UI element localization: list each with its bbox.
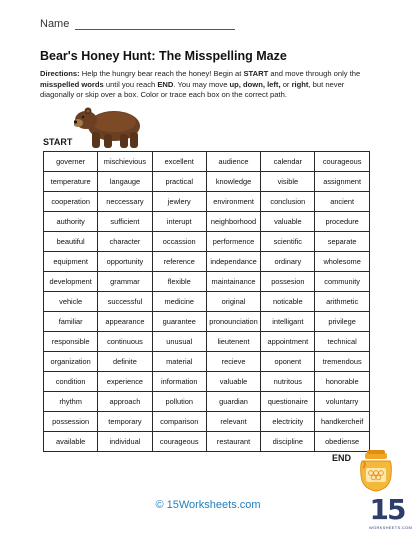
maze-cell[interactable]: ancient: [315, 192, 369, 212]
end-label: END: [332, 453, 352, 463]
maze-cell[interactable]: comparison: [152, 412, 206, 432]
maze-cell[interactable]: questionaire: [261, 392, 315, 412]
directions-part: , but never diagonally or skip over a box. Color or trace each box on the correct path.: [40, 79, 345, 100]
maze-cell[interactable]: medicine: [152, 292, 206, 312]
maze-cell[interactable]: oponent: [261, 352, 315, 372]
name-label: Name: [40, 18, 70, 30]
maze-cell[interactable]: guardian: [206, 392, 260, 412]
directions-label: Directions:: [40, 69, 80, 78]
maze-cell[interactable]: noticable: [261, 292, 315, 312]
maze-row: [44, 272, 370, 292]
maze-cell[interactable]: calendar: [261, 152, 315, 172]
maze-row: [44, 152, 370, 172]
maze-cell[interactable]: recieve: [206, 352, 260, 372]
maze-cell[interactable]: material: [152, 352, 206, 372]
maze-cell[interactable]: responsible: [44, 332, 98, 352]
maze-cell[interactable]: handkercheif: [315, 412, 369, 432]
maze-cell[interactable]: scientific: [261, 232, 315, 252]
maze-cell[interactable]: independance: [206, 252, 260, 272]
logo-subtext: WORKSHEETS.COM: [369, 525, 413, 530]
maze-cell[interactable]: wholesome: [315, 252, 369, 272]
maze-row: [44, 232, 370, 252]
maze-cell[interactable]: knowledge: [206, 172, 260, 192]
maze-cell[interactable]: opportunity: [98, 252, 152, 272]
maze-cell[interactable]: audience: [206, 152, 260, 172]
worksheet-title: Bear's Honey Hunt: The Misspelling Maze: [40, 49, 287, 63]
directions-moves: up, down, left,: [229, 79, 281, 89]
start-label: START: [43, 137, 73, 147]
maze-row: [44, 372, 370, 392]
maze-cell[interactable]: occassion: [152, 232, 206, 252]
maze-cell[interactable]: original: [206, 292, 260, 312]
maze-row: [44, 332, 370, 352]
maze-cell[interactable]: definite: [98, 352, 152, 372]
honey-jar-icon: [356, 449, 396, 493]
maze-row: [44, 192, 370, 212]
directions-part: and move through only the: [268, 69, 361, 78]
maze-cell[interactable]: rhythm: [44, 392, 98, 412]
maze-row: [44, 432, 370, 452]
maze-cell[interactable]: temporary: [98, 412, 152, 432]
maze-cell[interactable]: voluntarry: [315, 392, 369, 412]
maze-cell[interactable]: mischievious: [98, 152, 152, 172]
maze-cell[interactable]: arithmetic: [315, 292, 369, 312]
maze-cell[interactable]: character: [98, 232, 152, 252]
maze-cell[interactable]: neighborhood: [206, 212, 260, 232]
maze-cell[interactable]: performence: [206, 232, 260, 252]
maze-cell[interactable]: condition: [44, 372, 98, 392]
maze-cell[interactable]: governer: [44, 152, 98, 172]
maze-cell[interactable]: information: [152, 372, 206, 392]
maze-cell[interactable]: obediense: [315, 432, 369, 452]
misspelling-maze: [43, 151, 370, 452]
maze-cell[interactable]: reference: [152, 252, 206, 272]
maze-cell[interactable]: excellent: [152, 152, 206, 172]
maze-cell[interactable]: visible: [261, 172, 315, 192]
maze-cell[interactable]: appointment: [261, 332, 315, 352]
maze-row: [44, 352, 370, 372]
maze-cell[interactable]: environment: [206, 192, 260, 212]
maze-cell[interactable]: available: [44, 432, 98, 452]
directions-end-word: END: [157, 79, 174, 89]
maze-cell[interactable]: individual: [98, 432, 152, 452]
maze-cell[interactable]: development: [44, 272, 98, 292]
maze-cell[interactable]: valuable: [206, 372, 260, 392]
maze-cell[interactable]: approach: [98, 392, 152, 412]
maze-cell[interactable]: sufficient: [98, 212, 152, 232]
maze-cell[interactable]: equipment: [44, 252, 98, 272]
maze-cell[interactable]: practical: [152, 172, 206, 192]
logo-number: 15: [369, 493, 405, 526]
maze-row: [44, 412, 370, 432]
maze-row: [44, 392, 370, 412]
maze-cell[interactable]: nutritous: [261, 372, 315, 392]
maze-row: [44, 292, 370, 312]
maze-cell[interactable]: pronounciation: [206, 312, 260, 332]
maze-cell[interactable]: appearance: [98, 312, 152, 332]
maze-cell[interactable]: conclusion: [261, 192, 315, 212]
bear-illustration: [74, 98, 150, 150]
maze-cell[interactable]: tremendous: [315, 352, 369, 372]
maze-cell[interactable]: electricity: [261, 412, 315, 432]
maze-cell[interactable]: community: [315, 272, 369, 292]
maze-cell[interactable]: organization: [44, 352, 98, 372]
maze-cell[interactable]: assignment: [315, 172, 369, 192]
directions-misspelled-word: misspelled words: [40, 79, 104, 89]
directions-part: . You may move: [173, 79, 230, 89]
maze-cell[interactable]: successful: [98, 292, 152, 312]
maze-cell[interactable]: langauge: [98, 172, 152, 192]
maze-cell[interactable]: lieutenent: [206, 332, 260, 352]
directions-right-word: right: [291, 79, 309, 89]
maze-cell[interactable]: honorable: [315, 372, 369, 392]
maze-cell[interactable]: valuable: [261, 212, 315, 232]
maze-cell[interactable]: intelligant: [261, 312, 315, 332]
maze-cell[interactable]: familiar: [44, 312, 98, 332]
name-blank-line[interactable]: [75, 20, 235, 30]
maze-cell[interactable]: relevant: [206, 412, 260, 432]
maze-row: [44, 212, 370, 232]
maze-cell[interactable]: cooperation: [44, 192, 98, 212]
maze-row: [44, 252, 370, 272]
directions-start-word: START: [243, 69, 269, 78]
maze-cell[interactable]: technical: [315, 332, 369, 352]
maze-cell[interactable]: neccessary: [98, 192, 152, 212]
maze-cell[interactable]: temperature: [44, 172, 98, 192]
maze-cell[interactable]: courageous: [315, 152, 369, 172]
maze-cell[interactable]: ordinary: [261, 252, 315, 272]
directions-part: Help the hungry bear reach the honey! Begin at: [79, 69, 244, 78]
maze-cell[interactable]: jewlery: [152, 192, 206, 212]
maze-cell[interactable]: flexible: [152, 272, 206, 292]
maze-cell[interactable]: discipline: [261, 432, 315, 452]
maze-cell[interactable]: continuous: [98, 332, 152, 352]
directions-part: or: [280, 79, 292, 89]
directions-part: until you reach: [103, 79, 158, 89]
maze-cell[interactable]: maintainance: [206, 272, 260, 292]
maze-cell[interactable]: authority: [44, 212, 98, 232]
maze-cell[interactable]: grammar: [98, 272, 152, 292]
worksheets-logo: [369, 491, 413, 535]
maze-cell[interactable]: restaurant: [206, 432, 260, 452]
maze-cell[interactable]: courageous: [152, 432, 206, 452]
maze-row: [44, 172, 370, 192]
maze-cell[interactable]: interupt: [152, 212, 206, 232]
maze-cell[interactable]: experience: [98, 372, 152, 392]
maze-cell[interactable]: possession: [44, 412, 98, 432]
footer-copyright[interactable]: © 15Worksheets.com: [155, 499, 261, 511]
name-field: [40, 18, 235, 30]
maze-cell[interactable]: procedure: [315, 212, 369, 232]
maze-cell[interactable]: pollution: [152, 392, 206, 412]
maze-cell[interactable]: unusual: [152, 332, 206, 352]
maze-row: [44, 312, 370, 332]
maze-cell[interactable]: beautiful: [44, 232, 98, 252]
maze-cell[interactable]: guarantee: [152, 312, 206, 332]
maze-cell[interactable]: possesion: [261, 272, 315, 292]
maze-cell[interactable]: vehicle: [44, 292, 98, 312]
maze-cell[interactable]: privilege: [315, 312, 369, 332]
directions-text: [40, 69, 380, 101]
maze-cell[interactable]: separate: [315, 232, 369, 252]
